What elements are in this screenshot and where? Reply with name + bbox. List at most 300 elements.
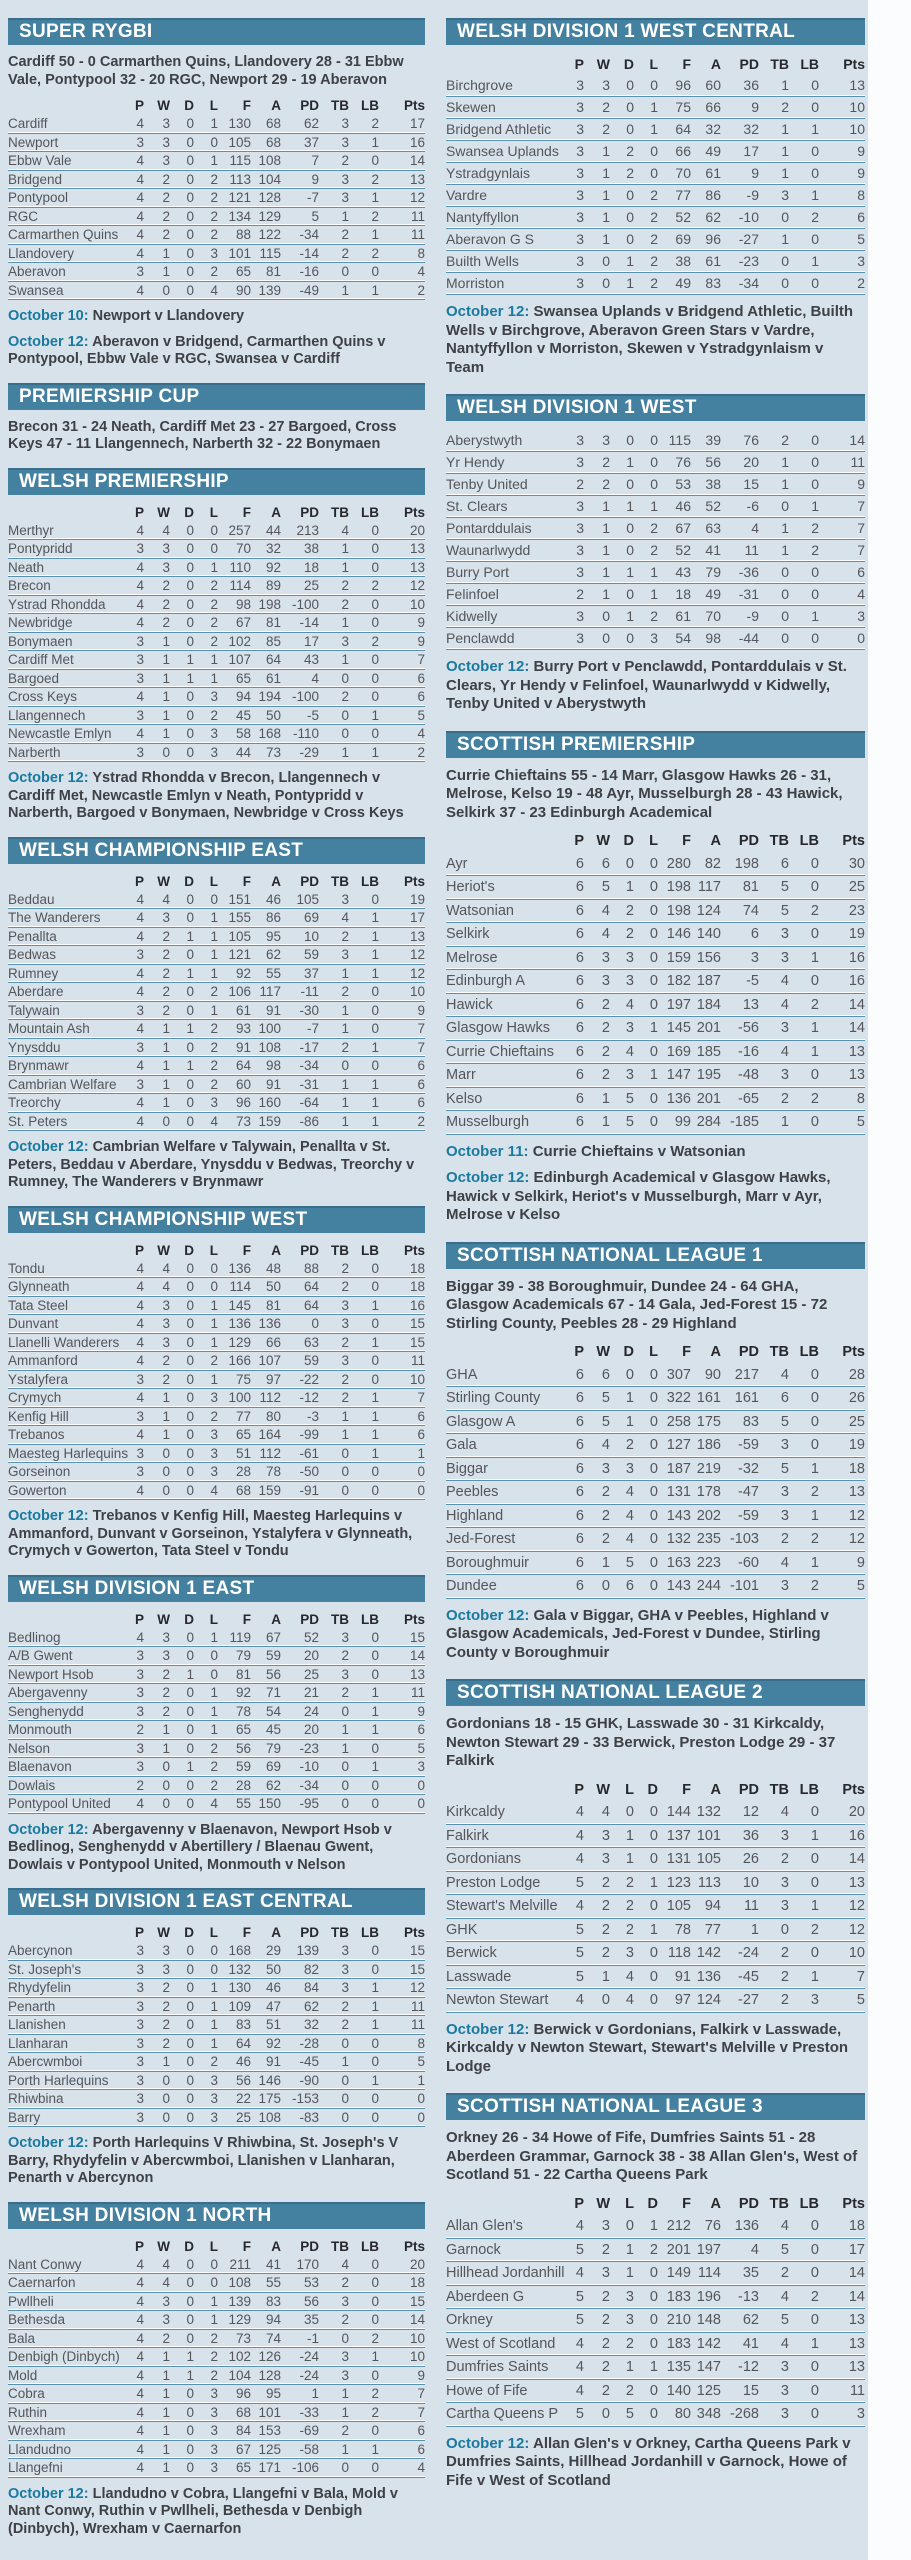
team-name: St. Peters — [8, 1113, 68, 1129]
stat-value: 201 — [696, 1090, 721, 1107]
team-name: Ruthin — [8, 2404, 48, 2420]
team-name: Edinburgh A — [446, 973, 526, 989]
stat-value: -12 — [299, 1390, 319, 1405]
stat-value: 61 — [265, 670, 281, 686]
table-row — [446, 2356, 865, 2380]
stat-value: -65 — [738, 1090, 759, 1107]
stat-value: 65 — [235, 670, 251, 686]
stat-value: 1 — [341, 282, 349, 298]
fixture-matches: Trebanos v Kenfig Hill, Maesteg Harlequins v Ammanford, Dunvant v Gorseinon, Ystalyfera v Glynneath, Crymych v Gowerton, Tata Steel v Tondu — [8, 1508, 413, 1559]
stat-value: 1 — [626, 253, 634, 269]
fixture-date-label: October 12: — [8, 2485, 89, 2502]
team-name: Newbridge — [8, 615, 73, 630]
stat-value: 49 — [705, 586, 721, 602]
stat-value: 0 — [162, 1113, 170, 1129]
fixtures-text — [446, 658, 865, 714]
stat-value: 4 — [136, 1297, 144, 1313]
team-name: Hillhead Jordanhill — [446, 2265, 565, 2281]
fixtures-text — [8, 2486, 425, 2539]
stat-value: 70 — [675, 165, 691, 181]
stat-value: -34 — [299, 1058, 319, 1073]
stat-value: 2 — [601, 1874, 610, 1891]
stat-value: 4 — [136, 1390, 144, 1405]
stat-value: 1 — [210, 2035, 218, 2051]
fixture-date-label: October 12: — [446, 1606, 530, 1624]
header-spacer — [446, 54, 562, 75]
team-name: Kirkcaldy — [446, 1804, 505, 1820]
stat-value: 18 — [303, 559, 319, 575]
team-name: Kelso — [446, 1090, 483, 1107]
stat-value: 110 — [229, 559, 251, 575]
team-name: Cartha Queens P — [446, 2406, 559, 2422]
table-row — [8, 559, 425, 578]
section-scottish-national-league-1 — [446, 1242, 865, 1663]
stat-value: 1 — [162, 726, 170, 741]
stat-value: 4 — [625, 1992, 634, 2008]
stat-value: 2 — [162, 965, 170, 981]
stat-value: 0 — [371, 522, 379, 538]
stat-value: 98 — [235, 596, 251, 612]
column-header: L — [209, 504, 218, 520]
stat-value: 2 — [810, 1531, 819, 1547]
stat-value: 4 — [162, 891, 170, 907]
stat-value: 32 — [303, 2017, 319, 2032]
stat-value: 3 — [162, 153, 170, 168]
stat-value: 81 — [235, 1666, 251, 1682]
stat-value: 28 — [235, 1464, 251, 1479]
stat-value: 98 — [265, 1058, 281, 1073]
table-row — [8, 2053, 425, 2072]
stat-value: 0 — [602, 630, 610, 646]
stat-value: 0 — [162, 1482, 170, 1498]
team-name: Abercwmboi — [8, 2054, 83, 2069]
stat-value: 124 — [696, 1992, 721, 2008]
stat-value: 2 — [341, 578, 349, 593]
fixtures-text — [446, 2021, 865, 2077]
table-row — [8, 1998, 425, 2017]
stat-value: 1 — [341, 1740, 349, 1756]
table-row — [446, 562, 865, 584]
column-header: LB — [361, 504, 379, 520]
stat-value: 3 — [341, 1980, 349, 1995]
stat-value: 51 — [235, 1445, 251, 1461]
stat-value: 2 — [341, 1685, 349, 1700]
stat-value: -56 — [738, 1020, 759, 1036]
stat-value: 2 — [341, 2312, 349, 2327]
stat-value: -60 — [738, 1554, 759, 1571]
stat-value: 2 — [650, 253, 658, 269]
stat-value: 1 — [341, 559, 349, 575]
stat-value: 13 — [848, 2335, 865, 2352]
stat-value: 3 — [136, 1002, 144, 1018]
stat-value: 7 — [311, 153, 319, 168]
stat-value: 2 — [341, 1998, 349, 2014]
stat-value: 0 — [649, 949, 658, 966]
stat-value: 0 — [649, 1413, 658, 1430]
table-row — [8, 189, 425, 208]
table-row — [8, 134, 425, 153]
stat-value: 150 — [258, 1796, 281, 1811]
stat-value: 0 — [781, 498, 789, 514]
team-name: Dundee — [446, 1578, 497, 1594]
stat-value: 1 — [781, 121, 789, 137]
stat-value: 4 — [625, 1043, 634, 1060]
stat-value: 123 — [666, 1874, 691, 1891]
fixture-matches: Newport v Llandovery — [92, 308, 245, 324]
stat-value: 2 — [210, 1353, 218, 1368]
fixture-matches: Swansea Uplands v Bridgend Athletic, Builth Wells v Birchgrove, Aberavon Green Stars v Vardre, Nantyffyllon v Morriston, Skewen v Ystradgynlaism v Team — [446, 303, 854, 376]
team-name: St. Joseph's — [8, 1961, 82, 1977]
stat-value: 2 — [371, 2404, 379, 2420]
column-header: L — [625, 1781, 634, 1798]
stat-value: 43 — [675, 564, 691, 580]
column-header: P — [134, 504, 144, 520]
stat-value: 146 — [666, 926, 691, 942]
table-row — [8, 651, 425, 670]
stat-value: 67 — [235, 2441, 251, 2457]
stat-value: 0 — [649, 2288, 658, 2305]
stat-value: 2 — [162, 1980, 170, 1995]
stat-value: 0 — [186, 264, 194, 279]
stat-value: 0 — [162, 1464, 170, 1479]
stat-value: 4 — [136, 1021, 144, 1036]
stat-value: 1 — [625, 1390, 634, 1406]
league-table — [446, 2193, 865, 2427]
stat-value: 3 — [210, 2460, 218, 2475]
stat-value: -27 — [738, 231, 759, 247]
stat-value: 13 — [848, 1874, 865, 1891]
stat-value: 4 — [136, 1482, 144, 1498]
stat-value: 135 — [666, 2359, 691, 2375]
stat-value: 1 — [210, 965, 218, 981]
column-header: P — [134, 1611, 144, 1627]
team-name: Stewart's Melville — [446, 1898, 558, 1914]
stat-value: 74 — [742, 902, 759, 919]
stat-value: 195 — [696, 1067, 721, 1083]
column-header: W — [596, 1344, 610, 1360]
table-row — [8, 1740, 425, 1759]
stat-value: 6 — [417, 1076, 425, 1092]
stat-value: 1 — [186, 670, 194, 686]
table-row — [446, 1458, 865, 1482]
team-name: Wrexham — [8, 2423, 66, 2438]
stat-value: 100 — [258, 1021, 281, 1036]
stat-value: -14 — [299, 245, 319, 261]
stat-value: 6 — [575, 1437, 584, 1453]
stat-value: 1 — [650, 99, 658, 115]
stat-value: 11 — [410, 227, 425, 242]
stat-value: 3 — [780, 1067, 789, 1083]
stat-value: 3 — [625, 1460, 634, 1477]
stat-value: 0 — [649, 879, 658, 895]
stat-value: 9 — [751, 165, 759, 181]
stat-value: 0 — [601, 2406, 610, 2422]
stat-value: 0 — [650, 476, 658, 492]
stat-value: 104 — [228, 2367, 251, 2383]
stat-value: 17 — [303, 633, 319, 649]
stat-value: -24 — [738, 1945, 759, 1961]
stat-value: 1 — [341, 2386, 349, 2401]
stat-value: 0 — [371, 2256, 379, 2272]
table-row — [8, 965, 425, 984]
stat-value: -1 — [306, 2330, 319, 2346]
stat-value: 0 — [811, 586, 819, 602]
stat-value: 12 — [848, 1898, 865, 1914]
stat-value: 0 — [186, 891, 194, 907]
stat-value: 2 — [162, 1703, 170, 1719]
stat-value: 1 — [210, 1980, 218, 1995]
column-header: F — [242, 1925, 251, 1940]
stat-value: 184 — [696, 996, 721, 1013]
stat-value: 7 — [417, 2404, 425, 2420]
stat-value: 0 — [186, 1722, 194, 1737]
stat-value: 85 — [265, 633, 281, 649]
stat-value: 76 — [675, 454, 691, 470]
stat-value: 3 — [136, 1703, 144, 1719]
stat-value: 0 — [341, 2072, 349, 2088]
stat-value: 65 — [235, 1427, 251, 1442]
stat-value: 94 — [235, 689, 251, 704]
stat-value: 0 — [371, 2275, 379, 2290]
stat-value: 5 — [780, 2241, 789, 2258]
stat-value: 2 — [341, 984, 349, 999]
stat-value: 11 — [410, 1353, 425, 1368]
fixtures-text — [8, 1508, 425, 1561]
stat-value: 0 — [186, 1961, 194, 1977]
team-name: Dunvant — [8, 1316, 59, 1331]
stat-value: 10 — [409, 2349, 425, 2364]
stat-value: 0 — [371, 689, 379, 704]
stat-value: 4 — [136, 2293, 144, 2309]
stat-value: 0 — [371, 670, 379, 686]
stat-value: 0 — [371, 1796, 379, 1811]
stat-value: 3 — [210, 2441, 218, 2457]
stat-value: 4 — [625, 1507, 634, 1524]
stat-value: 0 — [341, 670, 349, 686]
stat-value: 2 — [341, 2275, 349, 2290]
stat-value: 1 — [371, 1408, 379, 1424]
stat-value: 77 — [235, 1408, 251, 1424]
team-name: Bedlinog — [8, 1629, 61, 1645]
stat-value: 0 — [649, 1437, 658, 1453]
stat-value: 0 — [371, 1021, 379, 1036]
stat-value: 0 — [341, 1058, 349, 1073]
stat-value: 2 — [210, 2330, 218, 2346]
team-name: Aberavon — [8, 264, 66, 279]
stat-value: 3 — [136, 1464, 144, 1479]
fixture-matches: Ystrad Rhondda v Brecon, Llangennech v Cardiff Met, Newcastle Emlyn v Neath, Pontypridd v Narberth, Bargoed v Bonymaen, Newbridge v Cross Keys — [8, 770, 404, 821]
table-row — [8, 1297, 425, 1316]
stat-value: 1 — [210, 670, 218, 686]
section-title-band: WELSH CHAMPIONSHIP EAST — [8, 837, 425, 864]
stat-value: 2 — [602, 476, 610, 492]
fixture-date-label: October 12: — [8, 1508, 89, 1524]
stat-value: 149 — [666, 2265, 691, 2281]
table-row — [8, 2422, 425, 2441]
stat-value: 0 — [649, 1851, 658, 1867]
stat-value: 5 — [856, 1578, 865, 1594]
stat-value: 0 — [811, 275, 819, 291]
stat-value: 105 — [696, 1851, 721, 1867]
stat-value: 1 — [602, 231, 610, 247]
stat-value: 4 — [162, 1260, 170, 1276]
stat-value: 1 — [650, 121, 658, 137]
stat-value: 3 — [780, 1827, 789, 1844]
stat-value: 65 — [235, 1722, 251, 1737]
stat-value: 82 — [303, 1961, 319, 1977]
stat-value: 1 — [417, 1445, 425, 1461]
stat-value: 122 — [258, 227, 281, 242]
stat-value: 7 — [417, 1021, 425, 1036]
table-row — [446, 2403, 865, 2427]
stat-value: 0 — [371, 2423, 379, 2438]
stat-value: 49 — [705, 143, 721, 159]
stat-value: 5 — [417, 707, 425, 723]
stat-value: 0 — [810, 1874, 819, 1891]
table-header-row — [446, 2193, 865, 2216]
stat-value: 4 — [780, 996, 789, 1013]
stat-value: 0 — [341, 1777, 349, 1793]
team-name: Bargoed — [8, 670, 60, 686]
stat-value: 1 — [371, 1427, 379, 1442]
stat-value: 0 — [810, 2312, 819, 2328]
stat-value: 142 — [696, 2335, 721, 2352]
stat-value: 92 — [235, 965, 251, 981]
stat-value: 0 — [186, 2441, 194, 2457]
stat-value: -100 — [291, 689, 319, 704]
stat-value: 0 — [371, 2460, 379, 2475]
fixtures-text — [8, 1139, 425, 1192]
header-spacer — [8, 504, 122, 522]
stat-value: 1 — [371, 1095, 379, 1110]
stat-value: 153 — [258, 2423, 281, 2438]
stat-value: 1 — [601, 1114, 610, 1130]
stat-value: 0 — [210, 1279, 218, 1294]
team-name: Tata Steel — [8, 1297, 69, 1313]
column-header: PD — [738, 833, 759, 849]
table-row — [8, 226, 425, 245]
stat-value: 136 — [258, 1316, 281, 1331]
stat-value: 1 — [210, 947, 218, 962]
stat-value: 0 — [341, 1482, 349, 1498]
stat-value: 10 — [409, 2330, 425, 2346]
stat-value: 0 — [649, 1554, 658, 1571]
team-name: Llangefni — [8, 2460, 63, 2475]
stat-value: 3 — [780, 926, 789, 942]
stat-value: 0 — [210, 1260, 218, 1276]
stat-value: 9 — [417, 2367, 425, 2383]
header-spacer — [446, 1341, 562, 1364]
stat-value: 11 — [850, 454, 865, 470]
stat-value: 81 — [265, 1297, 281, 1313]
column-header: W — [157, 2238, 170, 2254]
stat-value: 81 — [742, 879, 759, 895]
table-row — [8, 1795, 425, 1814]
stat-value: 105 — [296, 891, 319, 907]
stat-value: 187 — [696, 973, 721, 989]
stat-value: -23 — [738, 253, 759, 269]
stat-value: 52 — [705, 498, 721, 514]
stat-value: 2 — [625, 1898, 634, 1914]
stat-value: 3 — [780, 949, 789, 966]
stat-value: 0 — [781, 630, 789, 646]
stat-value: 24 — [303, 1703, 319, 1719]
stat-value: 187 — [666, 1460, 691, 1477]
stat-value: 91 — [235, 1039, 251, 1055]
column-header: D — [647, 2195, 658, 2212]
stat-value: 3 — [780, 1484, 789, 1500]
stat-value: 88 — [235, 227, 251, 242]
stat-value: 63 — [705, 520, 721, 536]
stat-value: 5 — [625, 1554, 634, 1571]
stat-value: 9 — [751, 99, 759, 115]
table-row — [8, 115, 425, 134]
stat-value: -61 — [299, 1445, 319, 1461]
stat-value: 5 — [575, 2288, 584, 2305]
stat-value: 4 — [136, 2312, 144, 2327]
stat-value: 4 — [311, 670, 319, 686]
stat-value: 3 — [136, 652, 144, 667]
stat-value: 1 — [781, 542, 789, 558]
stat-value: 6 — [575, 1390, 584, 1406]
stat-value: 121 — [228, 947, 251, 962]
stat-value: 35 — [742, 2265, 759, 2281]
stat-value: 139 — [258, 282, 281, 298]
stat-value: 4 — [136, 1279, 144, 1294]
stat-value: 15 — [409, 1943, 425, 1958]
table-row — [446, 496, 865, 518]
stat-value: 1 — [162, 670, 170, 686]
stat-value: 0 — [780, 1921, 789, 1938]
table-row — [446, 1966, 865, 1990]
stat-value: 1 — [371, 2349, 379, 2364]
stat-value: 0 — [186, 1943, 194, 1958]
stat-value: 114 — [229, 578, 251, 593]
team-name: Biggar — [446, 1460, 488, 1477]
stat-value: 3 — [576, 121, 584, 137]
stat-value: 2 — [417, 1113, 425, 1129]
table-row — [446, 1895, 865, 1919]
stat-value: 0 — [341, 1796, 349, 1811]
team-name: Cobra — [8, 2386, 45, 2401]
stat-value: 6 — [417, 1408, 425, 1424]
table-row — [446, 1801, 865, 1825]
team-name: GHK — [446, 1921, 478, 1938]
stat-value: 0 — [626, 77, 634, 93]
results-text: Brecon 31 - 24 Neath, Cardiff Met 23 - 27 Bargoed, Cross Keys 47 - 11 Llangennech, Narberth 32 - 22 Bonymaen — [8, 418, 397, 452]
stat-value: 3 — [810, 1992, 819, 2008]
stat-value: 2 — [341, 1260, 349, 1276]
stat-value: 49 — [675, 275, 691, 291]
stat-value: 0 — [186, 2091, 194, 2106]
table-row — [446, 273, 865, 295]
stat-value: 90 — [704, 1366, 721, 1383]
stat-value: 4 — [136, 282, 144, 298]
stat-value: -44 — [738, 630, 759, 646]
fixture-matches: Currie Chieftains v Watsonian — [532, 1142, 746, 1160]
team-name: Orkney — [446, 2312, 493, 2328]
team-name: Ystalyfera — [8, 1371, 69, 1387]
results-text: Biggar 39 - 38 Boroughmuir, Dundee 24 - 64 GHA, Glasgow Academicals 67 - 14 Gala, Jed-Forest 15 - 72 Stirling County, Peebles 28 - 29 Highland — [446, 1277, 828, 1332]
results-text: Currie Chieftains 55 - 14 Marr, Glasgow Hawks 26 - 31, Melrose, Kelso 19 - 48 Ayr, Musselburgh 28 - 43 Hawick, Selkirk 37 - 23 Edinburgh Academical — [446, 766, 843, 821]
stat-value: 3 — [576, 165, 584, 181]
league-table — [446, 54, 865, 295]
stat-value: 2 — [601, 2382, 610, 2399]
stat-value: 16 — [848, 973, 865, 989]
table-row — [8, 1666, 425, 1685]
team-name: Tenby United — [446, 476, 528, 492]
stat-value: 1 — [341, 1002, 349, 1018]
